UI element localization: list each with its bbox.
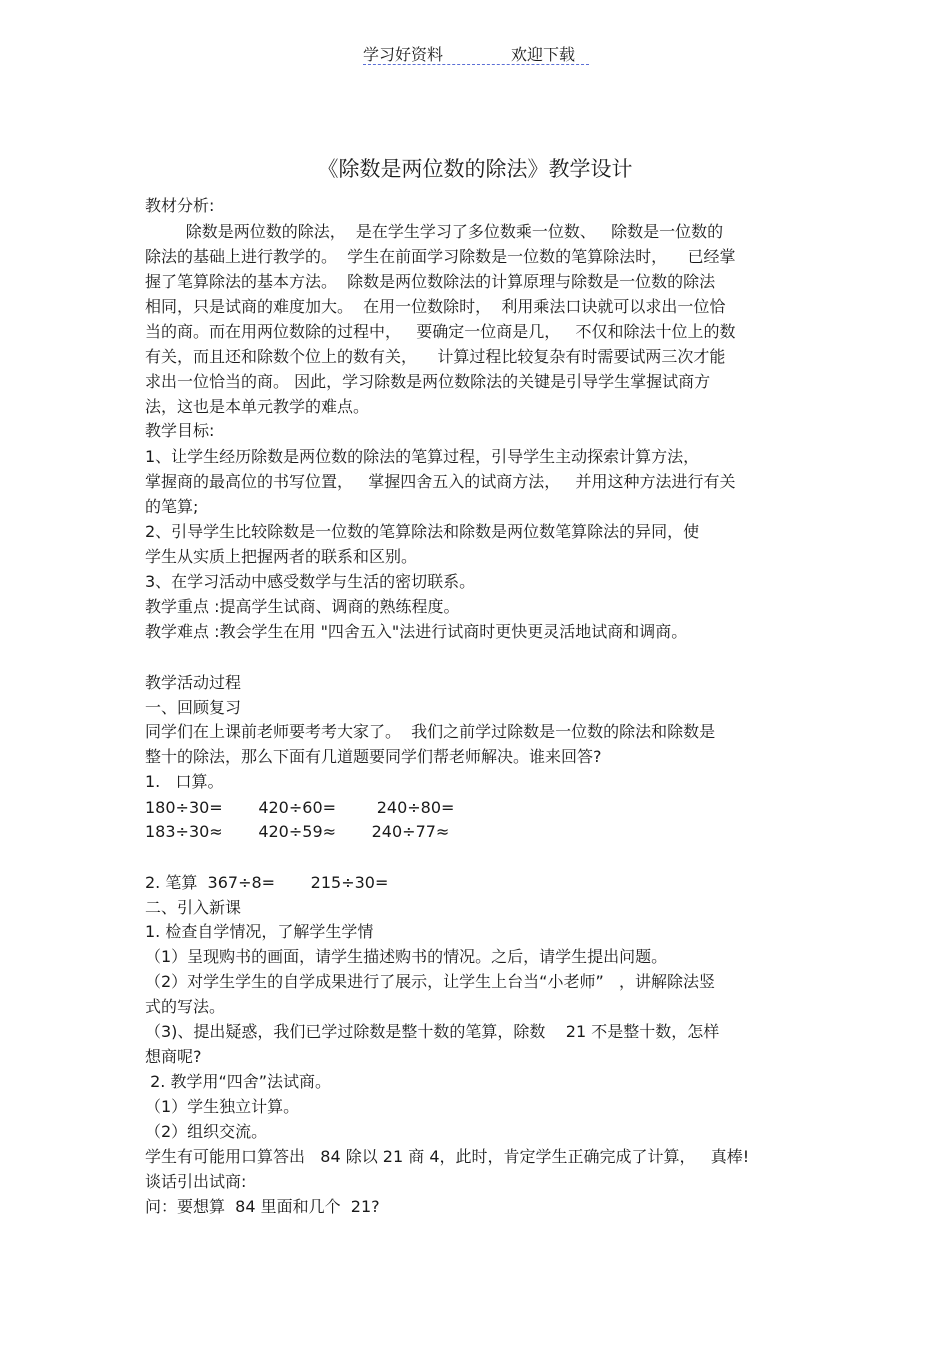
text-line: 教学难点 :教会学生在用 "四舍五入"法进行试商时更快更灵活地试商和调商。 [145,622,688,641]
text-line: （1）呈现购书的画面，请学生描述购书的情况。之后，请学生提出问题。 [145,947,668,966]
text-line: 除数是两位数的除法， 是在学生学习了多位数乘一位数、 除数是一位数的 [145,222,724,241]
page-header [363,40,589,65]
text-line: 1、让学生经历除数是两位数的除法的笔算过程，引导学生主动探索计算方法， [145,447,700,466]
text-line: 有关，而且还和除数个位上的数有关， 计算过程比较复杂有时需要试两三次才能 [145,347,726,366]
text-line: 学生有可能用口算答出 84 除以 21 商 4，此时，肯定学生正确完成了计算， 真棒! [145,1147,750,1166]
text-line: 3、在学习活动中感受数学与生活的密切联系。 [145,572,476,591]
text-line: 二、引入新课 [145,898,242,917]
header-right-text: 欢迎下载 [511,45,576,64]
text-line: （2）组织交流。 [145,1122,268,1141]
text-line: 整十的除法，那么下面有几道题要同学们帮老师解决。谁来回答? [145,747,602,766]
text-line: 法，这也是本单元教学的难点。 [145,397,370,416]
text-line: 教学活动过程 [145,673,242,692]
text-line: 183÷30≈ 420÷59≈ 240÷77≈ [145,822,450,841]
document-title: 《除数是两位数的除法》教学设计 [317,157,633,181]
text-line: 想商呢? [145,1047,202,1066]
text-line: 除法的基础上进行教学的。 学生在前面学习除数是一位数的笔算除法时， 已经掌 [145,247,736,266]
text-line: 2. 教学用“四舍”法试商。 [145,1072,332,1091]
text-line: 1. 检查自学情况，了解学生学情 [145,922,374,941]
text-line: 教学重点 :提高学生试商、调商的熟练程度。 [145,597,460,616]
text-line: 谈话引出试商: [145,1172,247,1191]
text-line: 式的写法。 [145,997,226,1016]
text-line: 学生从实质上把握两者的联系和区别。 [145,547,418,566]
text-line: 的笔算; [145,497,199,516]
text-line: 当的商。而在用两位数除的过程中， 要确定一位商是几， 不仅和除法十位上的数 [145,322,736,341]
text-line: （2）对学生学生的自学成果进行了展示，让学生上台当“小老师” ，讲解除法竖 [145,972,716,991]
text-line: 2、引导学生比较除数是一位数的笔算除法和除数是两位数笔算除法的异同，使 [145,522,700,541]
text-line: 相同，只是试商的难度加大。 在用一位数除时， 利用乘法口诀就可以求出一位恰 [145,297,726,316]
header-left-text: 学习好资料 [363,45,444,64]
text-line: 握了笔算除法的基本方法。 除数是两位数除法的计算原理与除数是一位数的除法 [145,272,716,291]
text-line: 问：要想算 84 里面和几个 21? [145,1197,380,1216]
text-line: 教材分析: [145,196,215,215]
text-line: 掌握商的最高位的书写位置， 掌握四舍五入的试商方法， 并用这种方法进行有关 [145,472,736,491]
text-line: 180÷30= 420÷60= 240÷80= [145,798,455,817]
text-line: 同学们在上课前老师要考考大家了。 我们之前学过除数是一位数的除法和除数是 [145,722,716,741]
text-line: 2. 笔算 367÷8= 215÷30= [145,873,389,892]
text-line: 求出一位恰当的商。 因此，学习除数是两位数除法的关键是引导学生掌握试商方 [145,372,711,391]
text-line: （3)、提出疑惑，我们已学过除数是整十数的笔算，除数 21 不是整十数，怎样 [145,1022,720,1041]
text-line: 一、回顾复习 [145,698,242,717]
text-line: 1. 口算。 [145,772,224,791]
text-line: 教学目标: [145,421,215,440]
text-line: （1）学生独立计算。 [145,1097,300,1116]
